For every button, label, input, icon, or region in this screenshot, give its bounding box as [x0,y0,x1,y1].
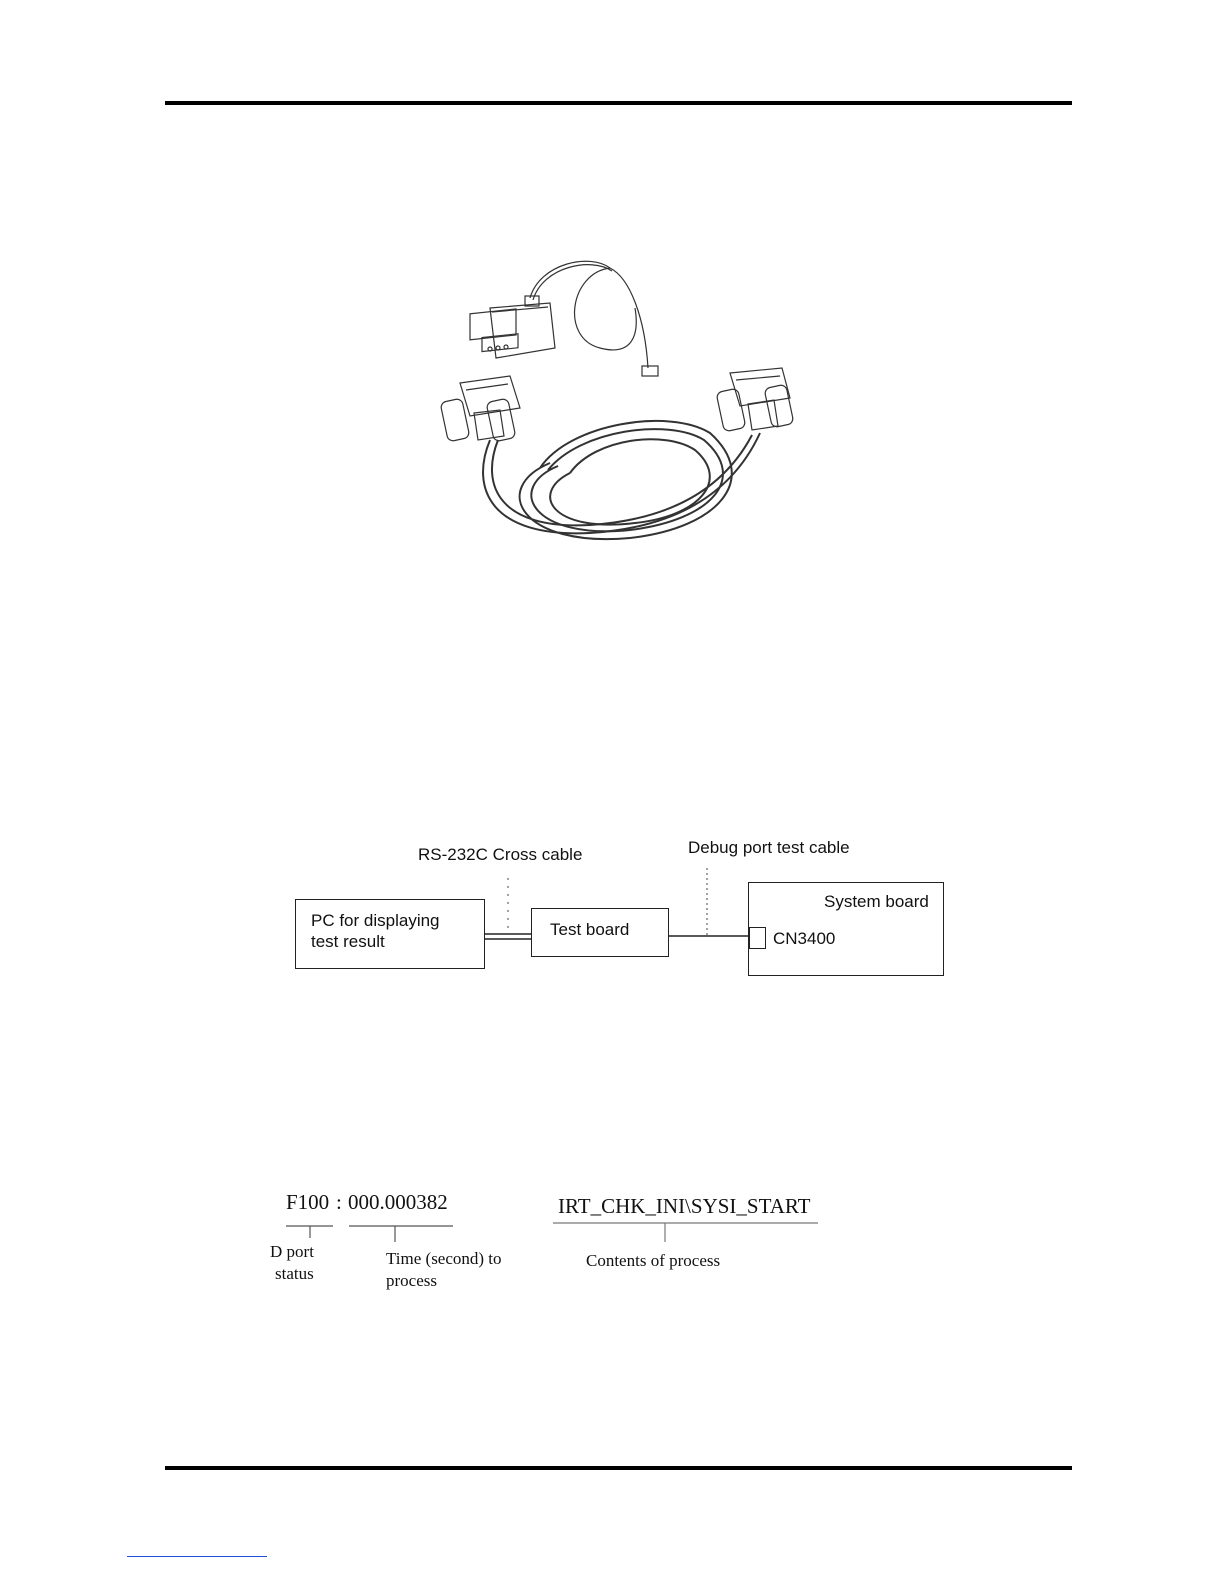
separator: : [336,1190,342,1214]
time-label-line1: Time (second) to [386,1249,502,1268]
process-label: Contents of process [586,1251,721,1270]
debug-cable-label: Debug port test cable [688,838,850,857]
time-label-line2: process [386,1271,437,1290]
d-port-value: F100 [286,1190,330,1214]
test-board-label: Test board [550,920,630,939]
process-value: IRT_CHK_INI\SYSI_START [558,1194,811,1218]
rs232-cable-label: RS-232C Cross cable [418,845,583,864]
d-port-label-line1: D port [270,1242,314,1261]
system-board-label: System board [824,892,929,911]
pc-box-line1: PC for displaying [311,911,440,930]
connector-label: CN3400 [773,929,836,948]
pc-box-line2: test result [311,932,385,951]
time-value: 000.000382 [348,1190,448,1214]
footer-link-underline [127,1556,267,1557]
d-port-label-line2: status [275,1264,314,1283]
